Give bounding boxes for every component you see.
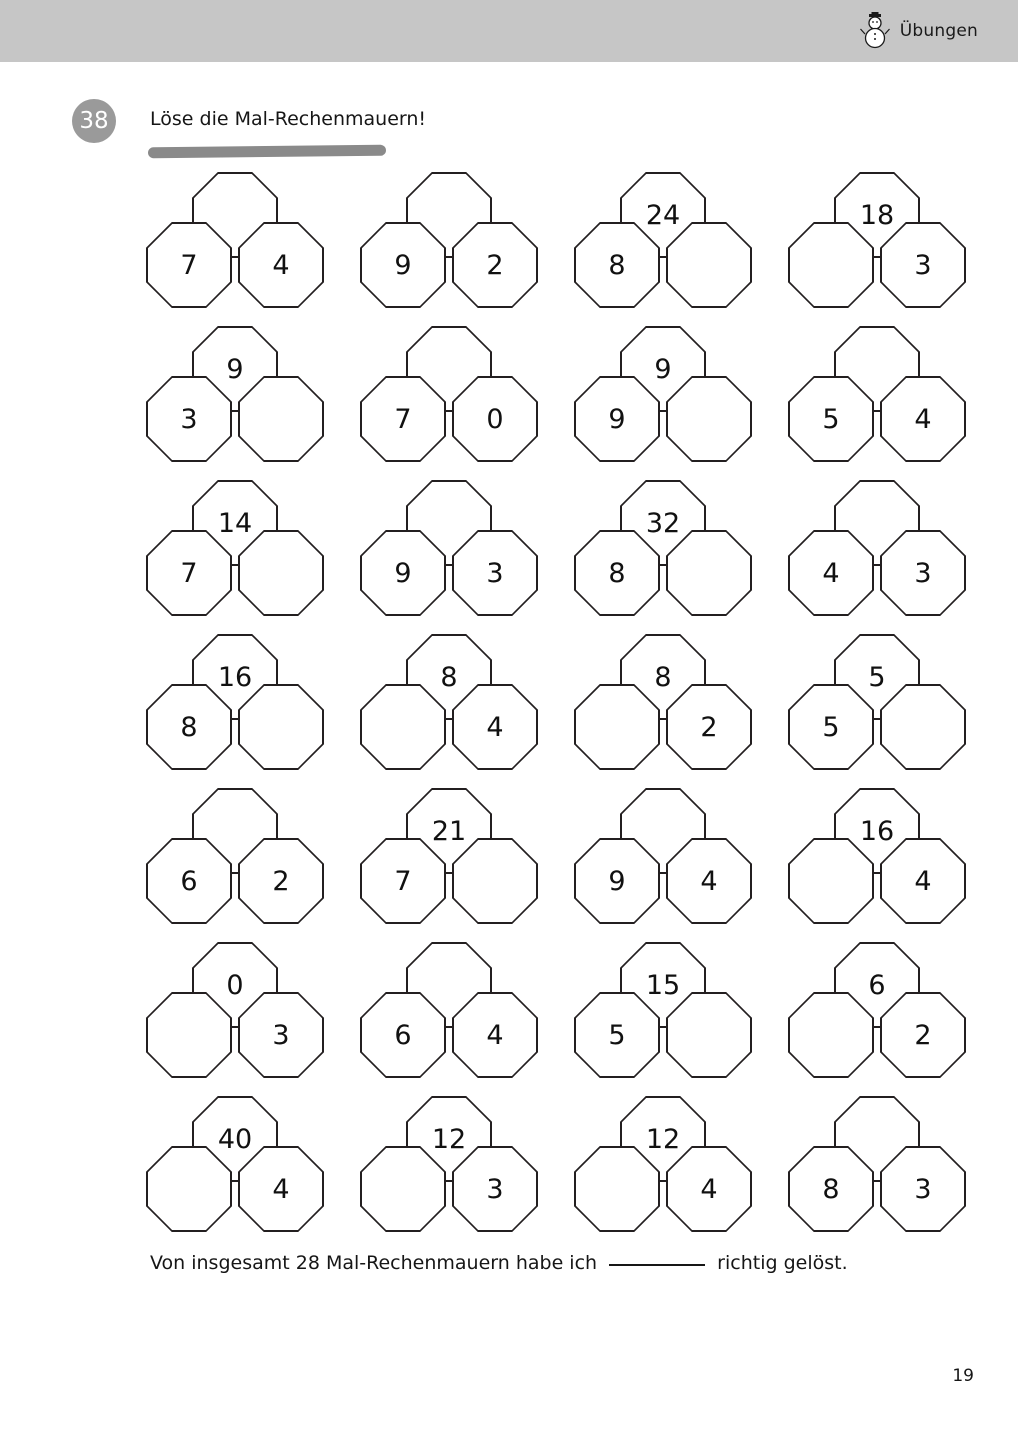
octagon-value: 4: [272, 249, 290, 281]
octagon-cell-left[interactable]: [574, 1146, 660, 1232]
octagon-value: [452, 838, 538, 924]
octagon-value: 7: [180, 249, 198, 281]
octagon-cell-right[interactable]: [452, 222, 538, 308]
octagon-value: 15: [645, 969, 681, 1001]
octagon-cell-left[interactable]: [360, 530, 446, 616]
octagon-value: 4: [700, 865, 718, 897]
octagon-cell-right[interactable]: [238, 992, 324, 1078]
octagon-cell-left[interactable]: [788, 1146, 874, 1232]
octagon-cell-right[interactable]: [666, 838, 752, 924]
rechenmauer-puzzle: [556, 326, 770, 480]
footer-sentence-part2: richtig gelöst.: [717, 1252, 848, 1274]
octagon-value: [238, 530, 324, 616]
octagon-value: 12: [645, 1123, 681, 1155]
octagon-value: 7: [394, 865, 412, 897]
octagon-value: 0: [486, 403, 504, 435]
octagon-cell-right[interactable]: [452, 992, 538, 1078]
octagon-value: 8: [440, 661, 458, 693]
octagon-value: 2: [486, 249, 504, 281]
octagon-value: 4: [914, 865, 932, 897]
octagon-value: 3: [272, 1019, 290, 1051]
octagon-cell-right[interactable]: [666, 992, 752, 1078]
octagon-cell-left[interactable]: [360, 992, 446, 1078]
octagon-value: 3: [914, 1173, 932, 1205]
octagon-cell-right[interactable]: [666, 684, 752, 770]
octagon-value: 14: [217, 507, 253, 539]
octagon-value: 8: [654, 661, 672, 693]
rechenmauer-puzzle: [770, 788, 984, 942]
rechenmauer-puzzle: [342, 480, 556, 634]
octagon-value: 9: [394, 249, 412, 281]
octagon-cell-right[interactable]: [666, 1146, 752, 1232]
rechenmauer-puzzle: [556, 788, 770, 942]
header-right-group: [860, 12, 978, 50]
octagon-value: [574, 684, 660, 770]
rechenmauer-puzzle: [342, 942, 556, 1096]
octagon-cell-left[interactable]: [360, 684, 446, 770]
octagon-cell-right[interactable]: [666, 376, 752, 462]
highlight-stroke: [148, 145, 386, 158]
octagon-value: 3: [180, 403, 198, 435]
rechenmauer-puzzle: [556, 634, 770, 788]
octagon-cell-left[interactable]: [146, 222, 232, 308]
octagon-value: 2: [700, 711, 718, 743]
footer-sentence: [150, 1252, 848, 1274]
octagon-cell-right[interactable]: [452, 684, 538, 770]
puzzle-grid: [128, 172, 984, 1250]
octagon-value: 5: [822, 711, 840, 743]
rechenmauer-puzzle: [128, 942, 342, 1096]
octagon-value: 6: [180, 865, 198, 897]
octagon-value: [788, 838, 874, 924]
octagon-value: 4: [914, 403, 932, 435]
octagon-cell-left[interactable]: [788, 684, 874, 770]
octagon-value: 9: [608, 403, 626, 435]
rechenmauer-puzzle: [770, 1096, 984, 1250]
rechenmauer-puzzle: [770, 326, 984, 480]
octagon-value: 12: [431, 1123, 467, 1155]
octagon-cell-left[interactable]: [146, 838, 232, 924]
octagon-value: 24: [645, 199, 681, 231]
octagon-cell-left[interactable]: [146, 684, 232, 770]
rechenmauer-puzzle: [556, 1096, 770, 1250]
octagon-cell-right[interactable]: [238, 838, 324, 924]
octagon-value: 0: [226, 969, 244, 1001]
octagon-cell-left[interactable]: [788, 992, 874, 1078]
octagon-cell-left[interactable]: [788, 838, 874, 924]
rechenmauer-puzzle: [342, 634, 556, 788]
octagon-value: 16: [859, 815, 895, 847]
rechenmauer-puzzle: [128, 172, 342, 326]
header-bar: [0, 0, 1018, 62]
rechenmauer-puzzle: [556, 172, 770, 326]
rechenmauer-puzzle: [342, 788, 556, 942]
octagon-cell-right[interactable]: [880, 992, 966, 1078]
rechenmauer-puzzle: [770, 634, 984, 788]
rechenmauer-puzzle: [556, 480, 770, 634]
octagon-value: 9: [226, 353, 244, 385]
footer-sentence-part1: Von insgesamt 28 Mal-Rechenmauern habe ich: [150, 1252, 598, 1274]
octagon-cell-left[interactable]: [360, 376, 446, 462]
octagon-value: 40: [217, 1123, 253, 1155]
octagon-value: 8: [608, 249, 626, 281]
snowman-icon: [860, 12, 890, 50]
octagon-cell-right[interactable]: [238, 222, 324, 308]
octagon-value: 21: [431, 815, 467, 847]
octagon-value: [666, 376, 752, 462]
octagon-value: [788, 992, 874, 1078]
octagon-cell-left[interactable]: [146, 530, 232, 616]
octagon-value: [238, 376, 324, 462]
octagon-cell-left[interactable]: [574, 838, 660, 924]
octagon-value: 9: [394, 557, 412, 589]
answer-blank[interactable]: [609, 1264, 705, 1266]
rechenmauer-puzzle: [556, 942, 770, 1096]
octagon-value: 7: [180, 557, 198, 589]
octagon-value: 4: [272, 1173, 290, 1205]
octagon-cell-left[interactable]: [788, 376, 874, 462]
octagon-value: 6: [394, 1019, 412, 1051]
octagon-value: 8: [822, 1173, 840, 1205]
octagon-value: [574, 1146, 660, 1232]
octagon-cell-right[interactable]: [238, 376, 324, 462]
octagon-cell-left[interactable]: [574, 992, 660, 1078]
octagon-cell-left[interactable]: [146, 376, 232, 462]
octagon-value: [360, 684, 446, 770]
rechenmauer-puzzle: [128, 1096, 342, 1250]
octagon-value: [666, 992, 752, 1078]
octagon-cell-right[interactable]: [880, 222, 966, 308]
octagon-cell-left[interactable]: [788, 530, 874, 616]
octagon-cell-right[interactable]: [880, 376, 966, 462]
octagon-cell-left[interactable]: [146, 992, 232, 1078]
octagon-value: 9: [608, 865, 626, 897]
octagon-value: [238, 684, 324, 770]
octagon-value: 5: [822, 403, 840, 435]
octagon-cell-right[interactable]: [666, 530, 752, 616]
rechenmauer-puzzle: [342, 172, 556, 326]
octagon-cell-right[interactable]: [452, 530, 538, 616]
octagon-value: 8: [180, 711, 198, 743]
octagon-value: [788, 222, 874, 308]
page-number: 19: [952, 1366, 974, 1386]
rechenmauer-puzzle: [342, 1096, 556, 1250]
exercise-instruction: Löse die Mal-Rechenmauern!: [150, 108, 427, 130]
octagon-cell-right[interactable]: [452, 838, 538, 924]
octagon-cell-left[interactable]: [360, 1146, 446, 1232]
rechenmauer-puzzle: [342, 326, 556, 480]
octagon-value: 5: [868, 661, 886, 693]
octagon-value: 18: [859, 199, 895, 231]
octagon-value: 3: [486, 557, 504, 589]
octagon-value: [666, 222, 752, 308]
rechenmauer-puzzle: [128, 326, 342, 480]
octagon-cell-left[interactable]: [574, 376, 660, 462]
octagon-cell-right[interactable]: [452, 376, 538, 462]
octagon-cell-right[interactable]: [238, 684, 324, 770]
octagon-value: 9: [654, 353, 672, 385]
octagon-value: [146, 992, 232, 1078]
octagon-cell-left[interactable]: [146, 1146, 232, 1232]
octagon-value: 4: [486, 711, 504, 743]
rechenmauer-puzzle: [770, 172, 984, 326]
octagon-cell-left[interactable]: [574, 222, 660, 308]
exercise-number-badge: 38: [72, 99, 116, 143]
octagon-value: 3: [486, 1173, 504, 1205]
octagon-value: 2: [914, 1019, 932, 1051]
octagon-value: 4: [486, 1019, 504, 1051]
octagon-cell-left[interactable]: [574, 684, 660, 770]
octagon-cell-right[interactable]: [238, 530, 324, 616]
octagon-value: 32: [645, 507, 681, 539]
octagon-cell-left[interactable]: [360, 838, 446, 924]
octagon-value: [880, 684, 966, 770]
octagon-value: [146, 1146, 232, 1232]
octagon-value: 8: [608, 557, 626, 589]
rechenmauer-puzzle: [770, 480, 984, 634]
octagon-value: 6: [868, 969, 886, 1001]
octagon-value: 4: [700, 1173, 718, 1205]
octagon-cell-right[interactable]: [666, 222, 752, 308]
octagon-value: 16: [217, 661, 253, 693]
octagon-value: 7: [394, 403, 412, 435]
octagon-value: 5: [608, 1019, 626, 1051]
rechenmauer-puzzle: [128, 788, 342, 942]
octagon-cell-right[interactable]: [880, 684, 966, 770]
octagon-cell-right[interactable]: [880, 838, 966, 924]
octagon-value: 3: [914, 557, 932, 589]
octagon-value: [360, 1146, 446, 1232]
octagon-cell-right[interactable]: [238, 1146, 324, 1232]
rechenmauer-puzzle: [128, 634, 342, 788]
octagon-value: 3: [914, 249, 932, 281]
octagon-cell-right[interactable]: [880, 530, 966, 616]
octagon-cell-left[interactable]: [788, 222, 874, 308]
header-label: Übungen: [899, 21, 978, 41]
octagon-cell-left[interactable]: [360, 222, 446, 308]
octagon-cell-left[interactable]: [574, 530, 660, 616]
rechenmauer-puzzle: [770, 942, 984, 1096]
rechenmauer-puzzle: [128, 480, 342, 634]
octagon-value: 2: [272, 865, 290, 897]
octagon-value: 4: [822, 557, 840, 589]
octagon-cell-right[interactable]: [880, 1146, 966, 1232]
octagon-value: [666, 530, 752, 616]
octagon-cell-right[interactable]: [452, 1146, 538, 1232]
